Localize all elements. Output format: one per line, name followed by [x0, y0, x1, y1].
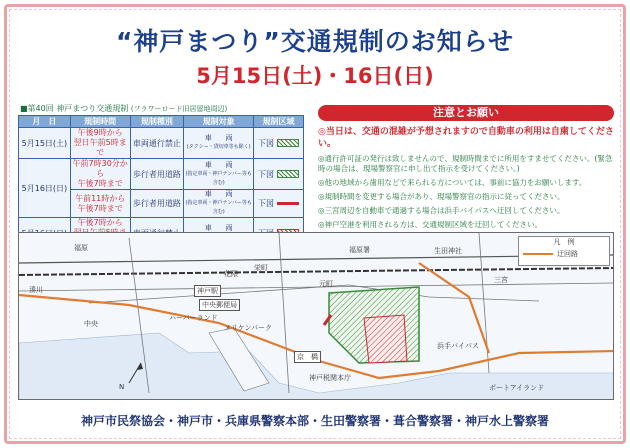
map-label-hanakuma: 花隈	[224, 270, 238, 278]
map-label-kyobashi: 京 橋	[294, 351, 321, 363]
row-type: 歩行者用道路	[130, 190, 184, 218]
pink-regulation-area	[364, 315, 407, 363]
table-row	[19, 128, 304, 159]
city-road	[89, 285, 539, 303]
detour-route	[419, 263, 489, 353]
row-target	[184, 159, 254, 190]
area-label: 下図	[258, 169, 275, 179]
map-label-chuo: 中央	[84, 320, 98, 328]
map-label-sannomiya: 三宮	[494, 276, 508, 284]
notice-item: ◎当日は、交通の混雑が予想されますので自動車の利用は自粛してください。	[318, 127, 614, 149]
map-label-kobe-station: 神戸駅	[194, 285, 221, 297]
target-note: (タクシー・貸切車等も除く)	[186, 144, 251, 150]
map-label-port-island: ポートアイランド	[489, 384, 545, 392]
regulation-subtitle	[20, 103, 227, 114]
legend-item-label: 迂回路	[557, 250, 578, 258]
map-label-meriken: メリケンパーク	[224, 324, 273, 332]
map-compass-label: N	[119, 383, 125, 391]
notice-item: ◎神戸空港を利用される方は、交通規制区域を迂回してください。	[318, 220, 543, 229]
col-type: 規制種別	[130, 116, 184, 128]
row-type: 歩行者用道路	[130, 159, 184, 190]
map-label-customs: 神戸税関本庁	[309, 374, 351, 382]
north-south-road	[279, 233, 289, 393]
green-hatch-swatch-icon	[277, 170, 299, 178]
red-line-swatch-icon	[277, 202, 299, 205]
page-title: “神戸まつり”交通規制のお知らせ	[115, 27, 515, 56]
map-label-central-post: 中央郵便局	[199, 299, 240, 311]
map-label-ikuta: 生田神社	[434, 247, 462, 255]
target-label: 車 両	[204, 190, 233, 198]
row-date: 5月16日(日)	[19, 159, 71, 218]
regulation-subtitle-text: ■第40回 神戸まつり交通規制	[20, 104, 129, 113]
notice-heading: 注意とお願い	[318, 105, 614, 121]
table-row	[19, 159, 304, 190]
map-label-fukuhara: 福原	[74, 244, 88, 252]
row-area	[254, 159, 304, 190]
jr-line	[19, 268, 614, 275]
organizers-footer: 神戸市民祭協会・神戸市・兵庫県警察本部・生田警察署・葺合警察署・神戸水上警察署	[80, 414, 549, 428]
map-label-sakaemachi: 栄町	[254, 264, 268, 272]
legend-title: 凡 例	[553, 238, 575, 246]
legend-row	[523, 249, 609, 259]
row-time: 午前7時30分から 午後7時まで	[70, 159, 130, 190]
green-hatch-swatch-icon	[277, 139, 299, 147]
regulation-subtitle-note: (フラワーロード旧居留地周辺)	[130, 105, 228, 113]
row-time: 午後7時から	[70, 218, 130, 249]
target-label: 車 両	[204, 224, 233, 232]
row-target	[184, 128, 254, 159]
row-target	[184, 190, 254, 218]
col-target: 規制対象	[184, 116, 254, 128]
row-time: 午前11時から 午後7時まで	[70, 190, 130, 218]
col-area: 規制区域	[254, 116, 304, 128]
event-date: 5月15日(土)・16日(日)	[196, 64, 434, 88]
notice-item: ◎規制時間を変更する場合があり、現場警察官の指示に従ってください。	[318, 192, 565, 201]
map-label-fukuhara-dept: 福原署	[349, 246, 370, 254]
row-type: 車両通行禁止	[130, 128, 184, 159]
map-label-motomachi: 元町	[319, 280, 333, 288]
notice-item: ◎他の地域から歯用などで来られる方については、事前に協力をお願いします。	[318, 178, 587, 187]
col-date: 月 日	[19, 116, 71, 128]
notice-list	[318, 126, 614, 234]
row-area	[254, 128, 304, 159]
col-time: 規制時間	[70, 116, 130, 128]
area-label: 下図	[258, 199, 275, 208]
map-label-minatogawa: 湊川	[29, 286, 43, 294]
map-label-hamate: 浜手バイパス	[437, 342, 479, 350]
map-legend	[518, 236, 610, 266]
map-label-harborland: ハーバーランド	[169, 314, 218, 322]
regulation-table	[18, 115, 304, 249]
target-note: (指定車両・神戸ナンバー等も含む)	[185, 170, 252, 186]
table-header-row	[19, 116, 304, 128]
row-time: 午後9時から 翌日午前5時まで	[70, 128, 130, 159]
row-area	[254, 190, 304, 218]
target-note: (指定車両・神戸ナンバー等も含む)	[185, 200, 252, 215]
row-date: 5月15日(土)	[19, 128, 71, 159]
target-label: 車 両	[204, 134, 233, 142]
notice-item: ◎三宮周辺を自動車で通過する場合は浜手バイパスへ迂回してください。	[318, 206, 565, 215]
detour-line-icon	[523, 253, 553, 255]
notice-item: ◎通行許可証の発行は致しませんので、規制時間までに所用をすませてください。(緊急時の場合は、現場警察官に申し出て指示を受けてください。)	[318, 154, 613, 173]
target-label: 車 両	[204, 160, 233, 169]
area-label: 下図	[258, 138, 275, 148]
